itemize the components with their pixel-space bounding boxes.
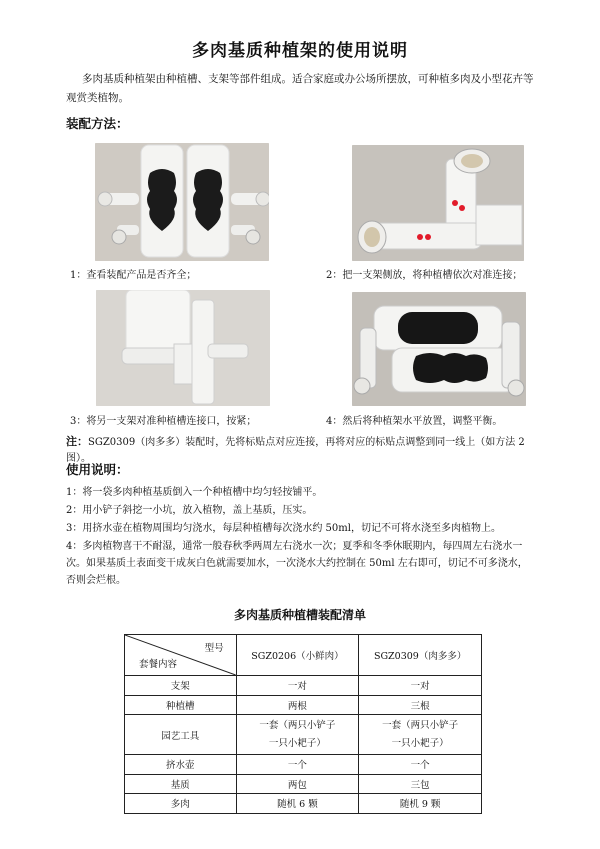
row-item: 园艺工具: [125, 715, 237, 755]
caption-step-1: 1：查看装配产品是否齐全；: [70, 270, 197, 281]
caption-step-4: 4：然后将种植架水平放置，调整平衡。: [326, 416, 503, 427]
table-row: [125, 676, 482, 696]
table-row: [125, 755, 482, 775]
assembly-heading: 装配方法：: [66, 116, 129, 131]
connection-illustration: [352, 145, 524, 261]
table-title: 多肉基质种植槽装配清单: [233, 608, 366, 622]
row-value-b: 一对: [359, 676, 482, 696]
caption-step-2: 2：把一支架侧放，将种植槽依次对准连接；: [326, 270, 523, 281]
row-value-b: 随机 9 颗: [359, 794, 482, 814]
row-item: 多肉: [125, 794, 237, 814]
assembly-note: [66, 434, 546, 467]
usage-step-2: 2：用小铲子斜挖一小坑，放入植物，盖上基质，压实。: [66, 505, 313, 516]
row-value-a: 随机 6 颗: [236, 794, 359, 814]
corner-model-label: 型号: [204, 643, 224, 654]
note-label: 注：: [66, 435, 88, 448]
page-title: 多肉基质种植架的使用说明: [192, 41, 408, 61]
photo-parts-overview: [95, 143, 269, 261]
model-header-a: SGZ0206（小鲜肉）: [236, 635, 359, 676]
photo-bracket-attach: [96, 290, 270, 406]
table-row: [125, 695, 482, 715]
parts-illustration: [95, 143, 269, 261]
usage-step-3: 3：用挤水壶在植物周围均匀浇水，每层种植槽每次浇水约 50ml，切记不可将水浇至多肉植物上。: [66, 523, 501, 534]
caption-step-3: 3：将另一支架对准种植槽连接口，按紧；: [70, 416, 257, 427]
row-value-b: [359, 715, 482, 755]
table-header-row: [125, 635, 482, 676]
photo-assembled-rack: [352, 292, 526, 406]
table-row: [125, 794, 482, 814]
row-item: 挤水壶: [125, 755, 237, 775]
row-value-a-line2: 一只小耙子）: [268, 737, 326, 749]
table-corner-cell: [125, 635, 237, 676]
row-value-b: 三包: [359, 774, 482, 794]
table-row: [125, 715, 482, 755]
assembly-list-table: [124, 634, 482, 814]
table-row: [125, 774, 482, 794]
row-value-a-line1: 一套（两只小铲子: [259, 719, 336, 731]
row-value-b-line1: 一套（两只小铲子: [382, 719, 459, 731]
row-value-a: 两根: [236, 695, 359, 715]
row-item: 种植槽: [125, 695, 237, 715]
photo-side-connection: [352, 145, 524, 261]
model-header-b: SGZ0309（肉多多）: [359, 635, 482, 676]
bracket-illustration: [96, 290, 270, 406]
usage-step-1: 1：将一袋多肉种植基质倒入一个种植槽中均匀轻按铺平。: [66, 487, 323, 498]
row-value-a: 一个: [236, 755, 359, 775]
row-value-a: [236, 715, 359, 755]
row-value-b: 一个: [359, 755, 482, 775]
corner-content-label: 套餐内容: [139, 659, 178, 670]
usage-heading: 使用说明：: [66, 462, 129, 477]
intro-paragraph: 多肉基质种植架由种植槽、支架等部件组成。适合家庭或办公场所摆放，可种植多肉及小型花卉等观赏类植物。: [66, 73, 534, 104]
usage-step-4: 4：多肉植物喜干不耐湿，通常一般春秋季两周左右浇水一次；夏季和冬季休眠期内，每四周左右浇水一次。如果基质土表面变干成灰白色就需要加水，一次浇水大约控制在 50ml 左右即可，切记不可多浇水，否则会烂根。: [66, 541, 528, 586]
row-item: 基质: [125, 774, 237, 794]
row-value-b-line2: 一只小耙子）: [391, 737, 449, 749]
row-value-a: 两包: [236, 774, 359, 794]
note-text: SGZ0309（肉多多）装配时，先将标贴点对应连接，再将对应的标贴点调整到同一线上（如方法 2 图）。: [66, 437, 525, 464]
row-value-b: 三根: [359, 695, 482, 715]
row-item: 支架: [125, 676, 237, 696]
assembled-illustration: [352, 292, 526, 406]
row-value-a: 一对: [236, 676, 359, 696]
